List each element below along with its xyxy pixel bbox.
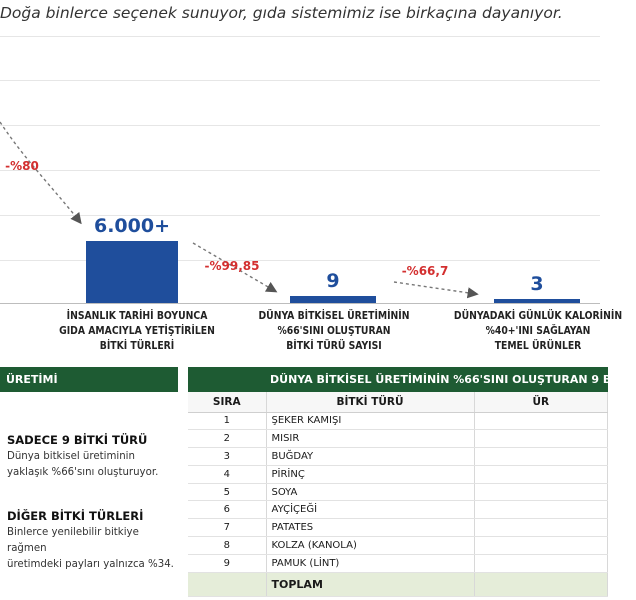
column-header-rank: SIRA [188, 392, 266, 412]
crop-name-cell: PAMUK (LİNT) [266, 554, 474, 572]
rank-cell: 7 [188, 519, 266, 537]
production-cell [474, 465, 608, 483]
bar-3 [494, 299, 580, 303]
column-header-production: ÜR [474, 392, 608, 412]
table-row [188, 483, 608, 501]
table-row [188, 501, 608, 519]
category-label-3: DÜNYADAKİ GÜNLÜK KALORİNİN %40+'INI SAĞLAYAN TEMEL ÜRÜNLER [453, 310, 623, 352]
info-text-nine-crops: Dünya bitkisel üretiminin yaklaşık %66'sını oluşturuyor. [7, 451, 159, 478]
total-production-cell [474, 572, 608, 596]
crop-name-cell: MISIR [266, 430, 474, 448]
table-panel-header: DÜNYA BİTKİSEL ÜRETİMİNİN %66'SINI OLUŞTURAN 9 B [188, 367, 608, 392]
total-rank-cell [188, 572, 266, 596]
rank-cell: 8 [188, 537, 266, 555]
chart-subtitle: Doğa binlerce seçenek sunuyor, gıda sistemimiz ise birkaçına dayanıyor. [0, 4, 563, 22]
left-info-panel [0, 392, 178, 600]
bar-value-label-3: 3 [530, 273, 544, 295]
reduction-label-3: -%66,7 [401, 264, 449, 278]
production-cell [474, 448, 608, 466]
table-row [188, 448, 608, 466]
rank-cell: 4 [188, 465, 266, 483]
rank-cell: 3 [188, 448, 266, 466]
table-row [188, 465, 608, 483]
table-total-row [188, 572, 608, 596]
total-label-cell: TOPLAM [266, 572, 474, 596]
crop-name-cell: AYÇİÇEĞİ [266, 501, 474, 519]
crop-name-cell: BUĞDAY [266, 448, 474, 466]
reduction-arrow-3 [394, 282, 476, 294]
rank-cell: 6 [188, 501, 266, 519]
info-title-other-crops: DİĞER BİTKİ TÜRLERİ [7, 509, 144, 523]
table-row [188, 537, 608, 555]
production-cell [474, 519, 608, 537]
rank-cell: 9 [188, 554, 266, 572]
category-label-1: İNSANLIK TARİHİ BOYUNCA GIDA AMACIYLA YETİŞTİRİLEN BİTKİ TÜRLERİ [59, 310, 215, 352]
production-cell [474, 537, 608, 555]
crop-table [188, 392, 608, 597]
bar-2 [290, 296, 376, 303]
table-header-row [188, 392, 608, 412]
crop-name-cell: PATATES [266, 519, 474, 537]
left-panel-header: ÜRETİMİ [0, 367, 178, 392]
bar-1 [86, 241, 178, 303]
crop-name-cell: KOLZA (KANOLA) [266, 537, 474, 555]
production-cell [474, 412, 608, 430]
table-row [188, 430, 608, 448]
crop-name-cell: ŞEKER KAMIŞI [266, 412, 474, 430]
category-label-2: DÜNYA BİTKİSEL ÜRETİMİNİN %66'SINI OLUŞTURAN BİTKİ TÜRÜ SAYISI [258, 310, 410, 352]
table-row [188, 519, 608, 537]
reduction-label-2: -%99,85 [204, 259, 260, 273]
rank-cell: 2 [188, 430, 266, 448]
production-cell [474, 554, 608, 572]
table-row [188, 554, 608, 572]
crop-name-cell: PİRİNÇ [266, 465, 474, 483]
info-title-nine-crops: SADECE 9 BİTKİ TÜRÜ [7, 433, 148, 447]
production-cell [474, 430, 608, 448]
rank-cell: 1 [188, 412, 266, 430]
crop-name-cell: SOYA [266, 483, 474, 501]
column-header-crop: BİTKİ TÜRÜ [266, 392, 474, 412]
production-cell [474, 483, 608, 501]
reduction-label-1: -%80 [5, 159, 39, 173]
bar-value-label-2: 9 [326, 270, 340, 292]
info-text-other-crops: Binlerce yenilebilir bitkiye rağmen üretimdeki payları yalnızca %34. [7, 527, 174, 570]
bar-value-label-1: 6.000+ [93, 215, 171, 237]
rank-cell: 5 [188, 483, 266, 501]
table-row [188, 412, 608, 430]
production-cell [474, 501, 608, 519]
